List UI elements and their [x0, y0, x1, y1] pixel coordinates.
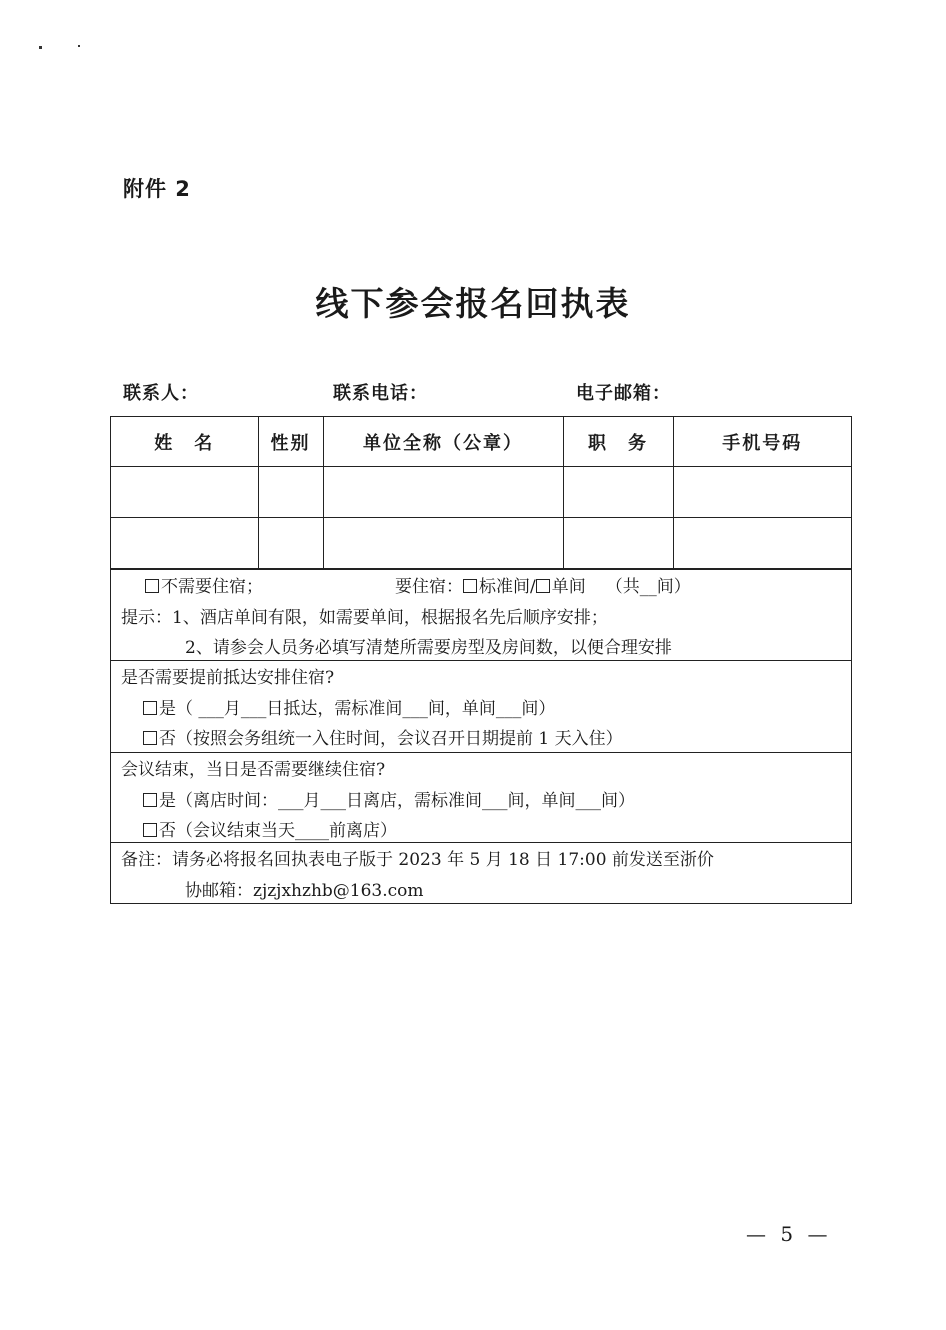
remarks-line-1: 备注：请务必将报名回执表电子版于 2023 年 5 月 18 日 17:00 前发送至浙价 [121, 850, 714, 870]
column-header-organization: 单位全称（公章） [323, 417, 563, 467]
extended-stay-yes [121, 786, 841, 817]
early-arrival-no-checkbox[interactable] [143, 731, 157, 745]
early-arrival-section [111, 660, 851, 752]
column-header-name: 姓 名 [111, 417, 258, 467]
table-row [111, 518, 851, 569]
extended-stay-yes-checkbox[interactable] [143, 793, 157, 807]
early-arrival-no-label: 否（按照会务组统一入住时间，会议召开日期提前 1 天入住） [159, 729, 623, 749]
standard-room-label: 标准间/ [479, 577, 536, 597]
extended-stay-section [111, 752, 851, 842]
single-room-label: 单间 [551, 577, 586, 597]
table-cell[interactable] [258, 467, 323, 518]
extended-stay-no-label: 否（会议结束当天____前离店） [159, 821, 397, 841]
page-title: 线下参会报名回执表 [315, 284, 631, 323]
contact-phone-label: 联系电话： [333, 383, 428, 404]
scan-speck [78, 45, 80, 47]
lodging-options [121, 572, 841, 603]
single-room-checkbox[interactable] [536, 579, 550, 593]
contact-email-label: 电子邮箱： [576, 383, 671, 404]
attendee-table [111, 417, 851, 569]
attachment-label: 附件 2 [123, 177, 191, 201]
registration-form [110, 416, 852, 904]
no-lodging-label: 不需要住宿； [161, 577, 263, 597]
column-header-gender: 性别 [258, 417, 323, 467]
column-header-position: 职 务 [563, 417, 673, 467]
table-cell[interactable] [323, 518, 563, 569]
need-lodging-label: 要住宿： [395, 577, 463, 597]
early-arrival-question: 是否需要提前抵达安排住宿? [121, 668, 335, 688]
table-cell[interactable] [673, 518, 851, 569]
extended-stay-question: 会议结束，当日是否需要继续住宿? [121, 760, 386, 780]
table-header-row [111, 417, 851, 467]
standard-room-checkbox[interactable] [463, 579, 477, 593]
table-cell[interactable] [111, 518, 258, 569]
room-total-label: （共__间） [605, 577, 691, 597]
contact-person-label: 联系人： [123, 383, 199, 404]
table-row [111, 467, 851, 518]
extended-stay-no-checkbox[interactable] [143, 823, 157, 837]
remarks-section [111, 842, 851, 902]
lodging-tip-1: 提示：1、酒店单间有限，如需要单间，根据报名先后顺序安排； [121, 607, 608, 628]
table-cell[interactable] [258, 518, 323, 569]
lodging-tip-2: 2、请参会人员务必填写清楚所需要房型及房间数，以便合理安排 [185, 638, 672, 658]
extended-stay-yes-label: 是（离店时间：___月___日离店，需标准间___间，单间___间） [159, 790, 635, 811]
table-cell[interactable] [563, 467, 673, 518]
scan-speck [39, 46, 42, 49]
early-arrival-yes [121, 694, 841, 725]
column-header-mobile: 手机号码 [673, 417, 851, 467]
early-arrival-yes-label: 是（ ___月___日抵达，需标准间___间，单间___间） [159, 698, 556, 719]
table-cell[interactable] [323, 467, 563, 518]
lodging-section [111, 569, 851, 660]
remarks-line-2: 协邮箱：zjzjxhzhb@163.com [185, 880, 424, 901]
page-number: — 5 — [746, 1222, 832, 1246]
no-lodging-checkbox[interactable] [145, 579, 159, 593]
table-cell[interactable] [673, 467, 851, 518]
early-arrival-no [121, 724, 841, 755]
table-cell[interactable] [111, 467, 258, 518]
table-cell[interactable] [563, 518, 673, 569]
early-arrival-yes-checkbox[interactable] [143, 701, 157, 715]
